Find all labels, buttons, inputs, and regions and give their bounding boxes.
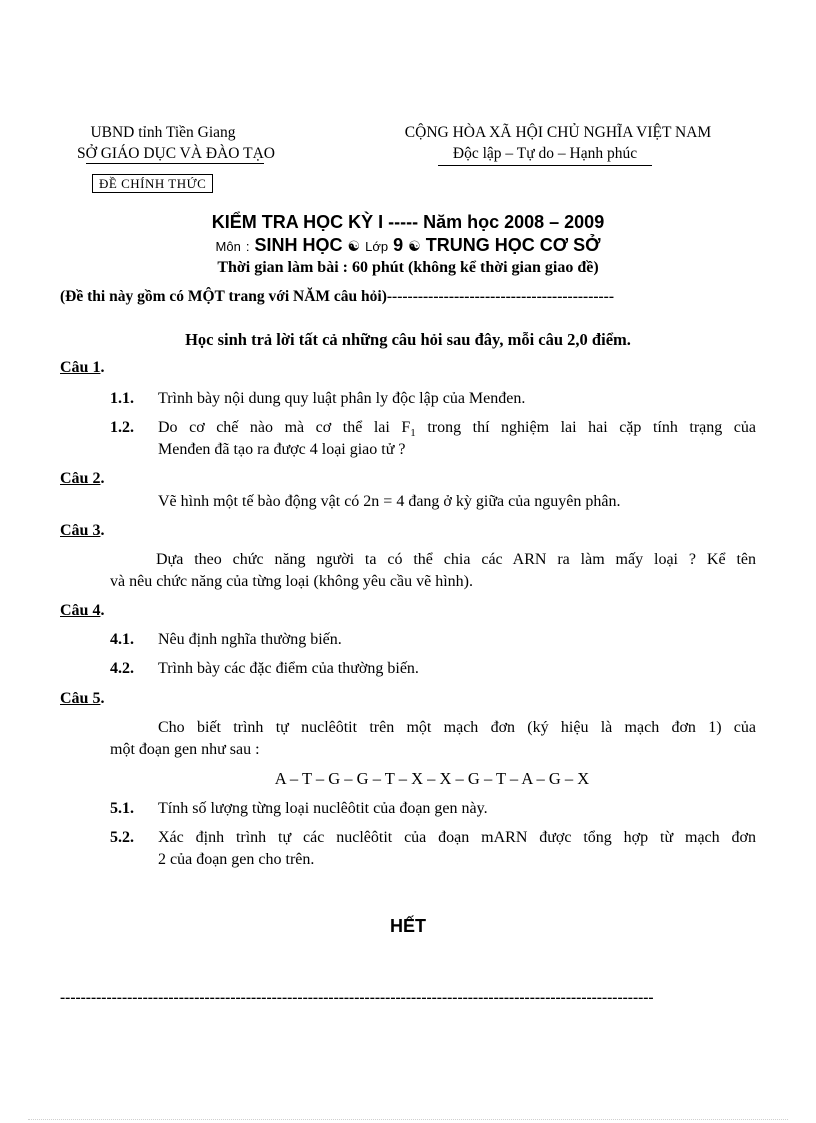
exam-note: (Đề thi này gồm có MỘT trang với NĂM câu hỏi)--------------------------------------------	[60, 288, 614, 305]
department-underline	[86, 163, 264, 164]
footer-dashes: -------------------------------------------------------------------------------------------------------------------	[60, 989, 654, 1006]
item-text: Tính số lượng từng loại nuclêôtit của đoạn gen này.	[158, 800, 488, 817]
country-name: CỘNG HÒA XÃ HỘI CHỦ NGHĨA VIỆT NAM	[404, 124, 712, 141]
item-number: 4.2.	[110, 660, 134, 677]
grade-label: Lớp	[365, 239, 389, 254]
question-2-heading: Câu 2.	[60, 470, 105, 487]
department-name: SỞ GIÁO DỤC VÀ ĐÀO TẠO	[77, 145, 275, 162]
exam-title: KIỂM TRA HỌC KỲ I ----- Năm học 2008 – 2009	[211, 212, 605, 232]
instruction-line: Học sinh trả lời tất cả những câu hỏi sau đây, mỗi câu 2,0 điểm.	[185, 330, 631, 349]
question-label: Câu 1	[60, 359, 101, 376]
yin-yang-icon: ☯	[408, 238, 421, 254]
page-edge-divider	[28, 1119, 788, 1120]
item-text: Trình bày nội dung quy luật phân ly độc lập của Menđen.	[158, 390, 526, 407]
item-number: 1.2.	[110, 419, 134, 436]
end-mark: HẾT	[390, 916, 426, 936]
motto-underline	[438, 165, 652, 166]
official-exam-box: ĐỀ CHÍNH THỨC	[92, 174, 213, 193]
exam-duration: Thời gian làm bài : 60 phút (không kể thời gian giao đề)	[217, 259, 599, 276]
item-number: 5.2.	[110, 829, 134, 846]
item-text: Do cơ chế nào mà cơ thể lai $F_1$ trong thí nghiệm lai hai cặp tính trạng của	[158, 419, 756, 440]
question-2-text: Vẽ hình một tế bào động vật có 2n = 4 đang ở kỳ giữa của nguyên phân.	[158, 493, 621, 510]
authority-name: UBND tỉnh Tiền Giang	[90, 124, 236, 141]
item-text: Trình bày các đặc điểm của thường biến.	[158, 660, 419, 677]
subscript: 1	[410, 427, 416, 440]
item-text-continued: 2 của đoạn gen cho trên.	[158, 851, 315, 868]
subject-name: SINH HỌC	[254, 235, 343, 255]
item-text: Xác định trình tự các nuclêôtit của đoạn mARN được tổng hợp từ mạch đơn	[158, 829, 756, 846]
subject-label: Môn	[215, 239, 241, 254]
question-label: Câu 3	[60, 522, 101, 539]
item-text: Nêu định nghĩa thường biến.	[158, 631, 342, 648]
item-number: 1.1.	[110, 390, 134, 407]
question-1-heading: Câu 1.	[60, 359, 105, 376]
question-5-heading: Câu 5.	[60, 690, 105, 707]
question-4-heading: Câu 4.	[60, 602, 105, 619]
question-5-text-continued: một đoạn gen như sau :	[110, 741, 260, 758]
question-5-text: Cho biết trình tự nuclêôtit trên một mạch đơn (ký hiệu là mạch đơn 1) của	[158, 719, 756, 736]
item-number: 4.1.	[110, 631, 134, 648]
subject-separator: :	[245, 239, 250, 254]
question-3-text-continued: và nêu chức năng của từng loại (không yêu cầu vẽ hình).	[110, 573, 473, 590]
yin-yang-icon: ☯	[347, 238, 361, 254]
national-motto: Độc lập – Tự do – Hạnh phúc	[452, 145, 638, 162]
question-label: Câu 5	[60, 690, 101, 707]
school-level: TRUNG HỌC CƠ SỞ	[425, 235, 601, 255]
question-label: Câu 2	[60, 470, 101, 487]
item-number: 5.1.	[110, 800, 134, 817]
item-text-continued: Menđen đã tạo ra được 4 loại giao tử ?	[158, 441, 406, 458]
question-label: Câu 4	[60, 602, 101, 619]
subject-line	[0, 235, 816, 256]
question-3-text: Dựa theo chức năng người ta có thể chia các ARN ra làm mấy loại ? Kể tên	[156, 551, 756, 568]
nucleotide-sequence: A – T – G – G – T – X – X – G – T – A – G – X	[274, 769, 590, 788]
question-3-heading: Câu 3.	[60, 522, 105, 539]
grade-number: 9	[393, 235, 404, 255]
